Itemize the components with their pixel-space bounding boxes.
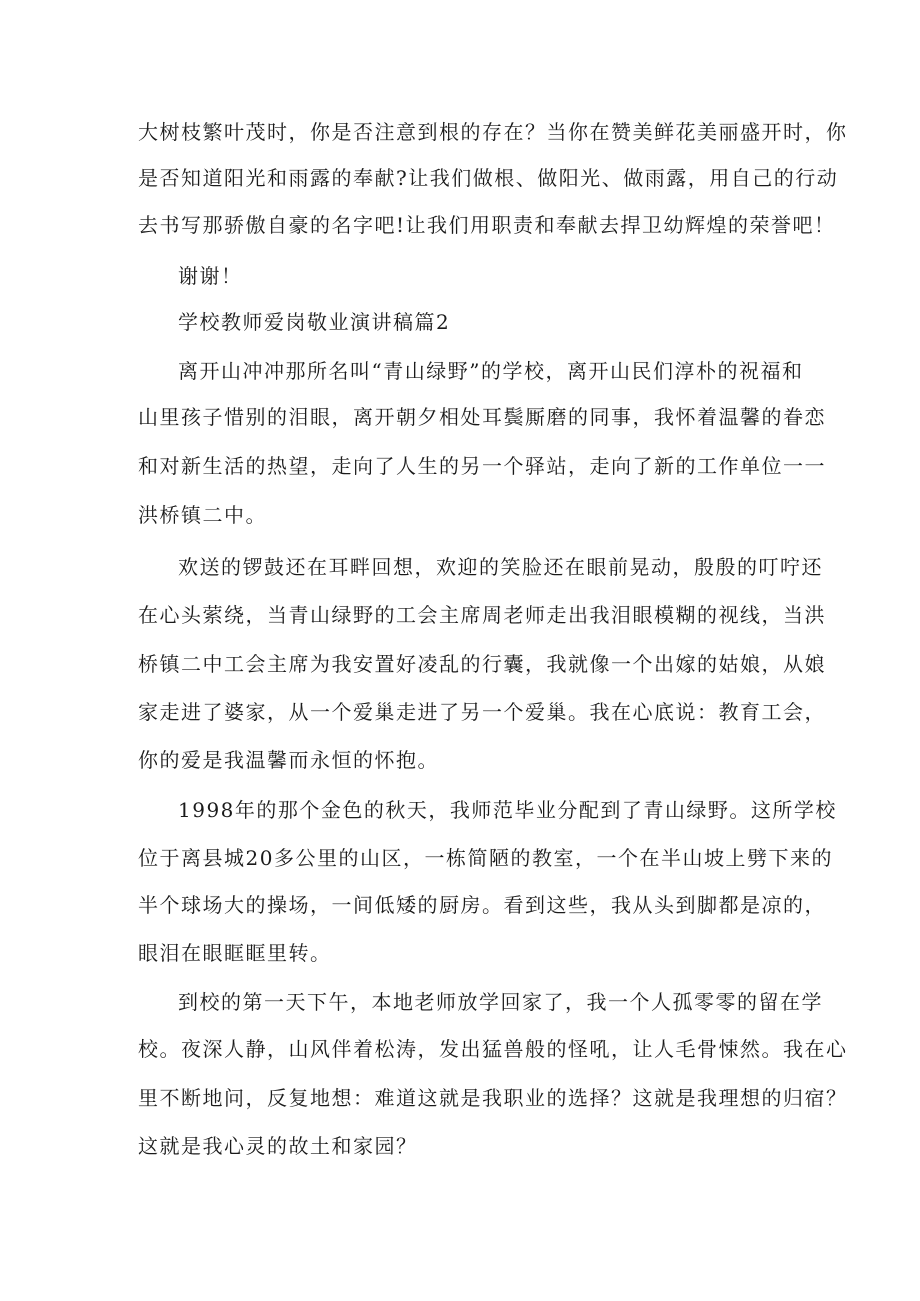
- paragraph-line: 山里孩子惜别的泪眼，离开朝夕相处耳鬓厮磨的同事，我怀着温馨的眷恋: [138, 405, 826, 429]
- paragraph-line: 里不断地问，反复地想：难道这就是我职业的选择？这就是我理想的归宿？: [138, 1086, 848, 1110]
- section-title: 学校教师爱岗敬业演讲稿篇2: [178, 310, 451, 334]
- paragraph-line: 在心头萦绕，当青山绿野的工会主席周老师走出我泪眼模糊的视线，当洪: [138, 603, 826, 627]
- paragraph-line: 半个球场大的操场，一间低矮的厨房。看到这些，我从头到脚都是凉的，: [138, 893, 826, 917]
- paragraph-line: 是否知道阳光和雨露的奉献?让我们做根、做阳光、做雨露，用自己的行动: [138, 166, 839, 190]
- paragraph-line: 你的爱是我温馨而永恒的怀抱。: [138, 748, 439, 772]
- paragraph-line: 离开山冲冲那所名叫“青山绿野”的学校，离开山民们淳朴的祝福和: [178, 359, 804, 383]
- paragraph-line: 位于离县城20多公里的山区，一栋简陋的教室，一个在半山坡上劈下来的: [138, 846, 833, 870]
- paragraph-line: 家走进了婆家，从一个爱巢走进了另一个爱巢。我在心底说：教育工会，: [138, 700, 826, 724]
- paragraph-line: 和对新生活的热望，走向了人生的另一个驿站，走向了新的工作单位一一: [138, 454, 826, 478]
- paragraph-line: 大树枝繁叶茂时，你是否注意到根的存在？当你在赞美鲜花美丽盛开时，你: [138, 120, 848, 144]
- paragraph-line: 洪桥镇二中。: [138, 503, 267, 527]
- paragraph-line: 眼泪在眼眶眶里转。: [138, 941, 332, 965]
- paragraph-line: 1998年的那个金色的秋天，我师范毕业分配到了青山绿野。这所学校: [178, 798, 837, 822]
- closing-thanks: 谢谢！: [178, 264, 243, 288]
- paragraph-line: 去书写那骄傲自豪的名字吧!让我们用职责和奉献去捍卫幼辉煌的荣誉吧！: [138, 213, 836, 237]
- paragraph-line: 这就是我心灵的故土和家园？: [138, 1134, 418, 1158]
- paragraph-line: 桥镇二中工会主席为我安置好凌乱的行囊，我就像一个出嫁的姑娘，从娘: [138, 652, 826, 676]
- paragraph-line: 欢送的锣鼓还在耳畔回想，欢迎的笑脸还在眼前晃动，殷殷的叮咛还: [178, 555, 823, 579]
- paragraph-line: 校。夜深人静，山风伴着松涛，发出猛兽般的怪吼，让人毛骨悚然。我在心: [138, 1037, 848, 1061]
- paragraph-line: 到校的第一天下午，本地老师放学回家了，我一个人孤零零的留在学: [178, 990, 823, 1014]
